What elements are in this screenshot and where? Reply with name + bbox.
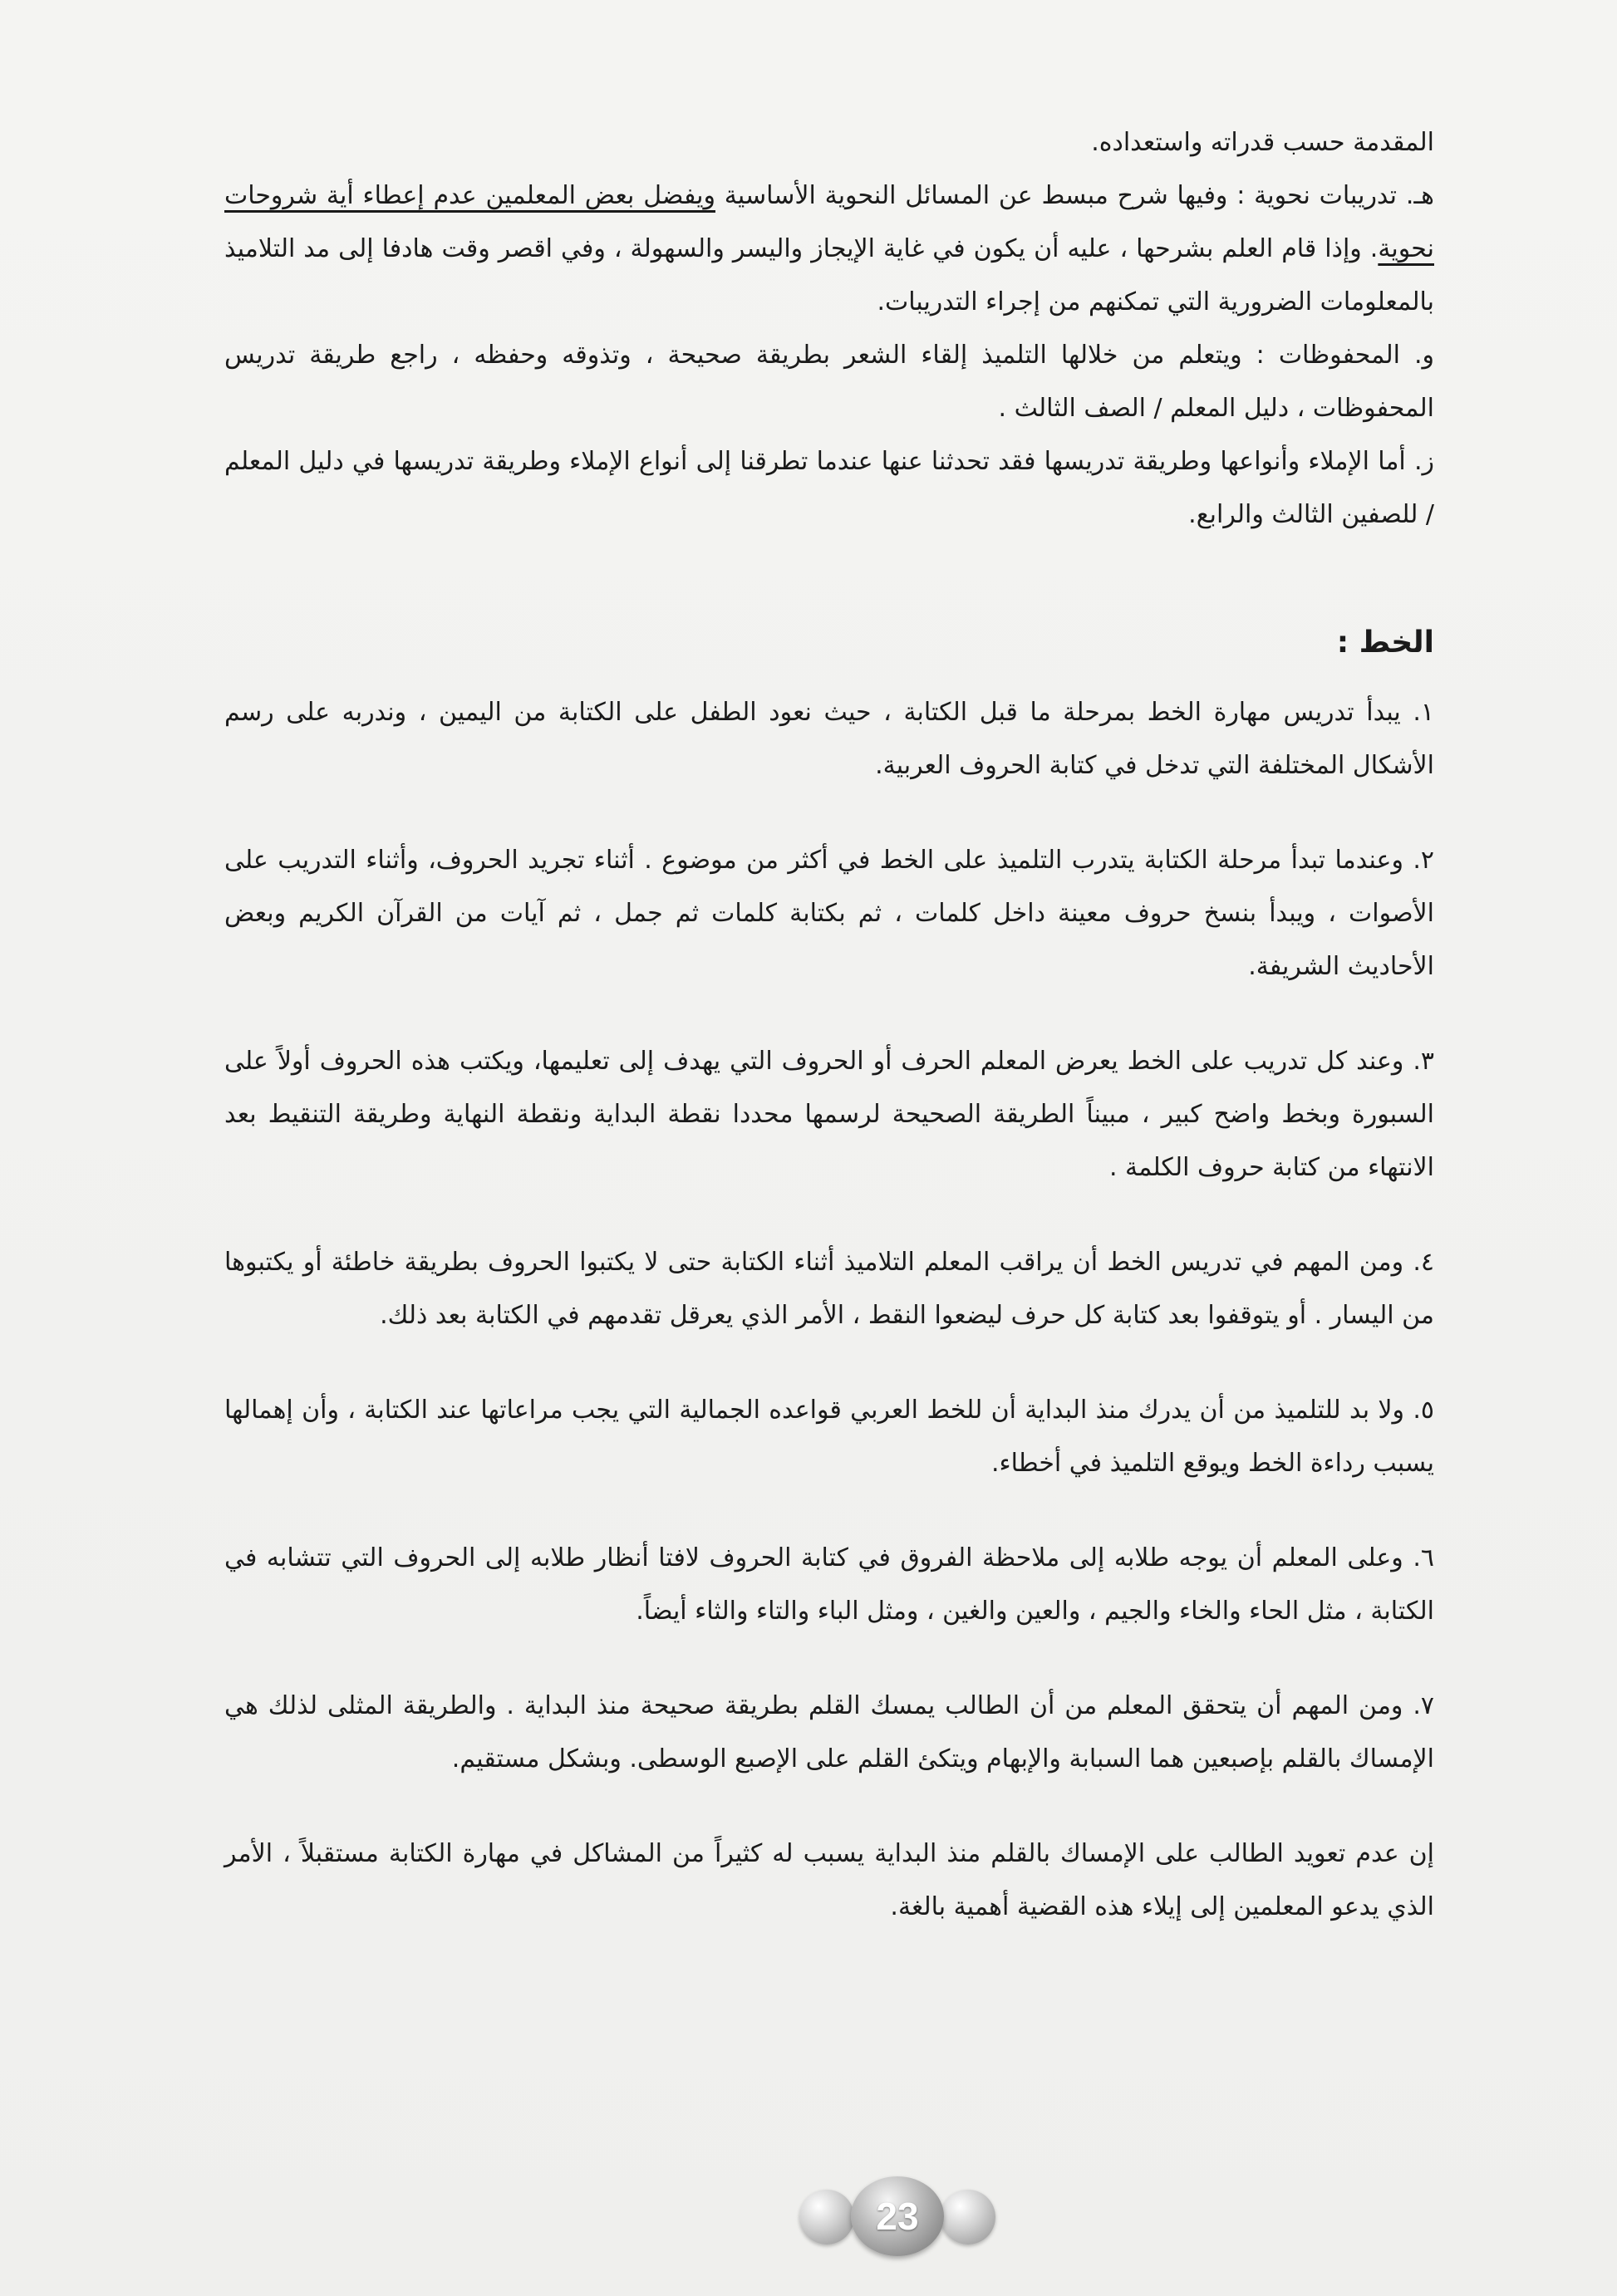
badge-right-sphere <box>941 2190 995 2244</box>
list-item: ٢. وعندما تبدأ مرحلة الكتابة يتدرب التلميذ على الخط في أكثر من موضوع . أثناء تجريد الحروف، وأثناء التدريب على الأصوات ، ويبدأ بنسخ حروف معينة داخل كلمات ، ثم بكتابة كلمات ثم جمل ، ثم آيات من القرآن الكريم وبعض الأحاديث الشريفة. <box>224 846 1434 981</box>
paragraph-intro-tail: المقدمة حسب قدراته واستعداده. <box>1091 128 1434 157</box>
paragraph-h <box>224 169 1434 329</box>
closing-paragraph: إن عدم تعويد الطالب على الإمساك بالقلم منذ البداية يسبب له كثيراً من المشاكل في مهارة الكتابة مستقبلاً ، الأمر الذي يدعو المعلمين إلى إيلاء هذه القضية أهمية بالغة. <box>224 1839 1434 1921</box>
body-text <box>224 116 1434 1934</box>
paragraph-h-start: هـ. تدريبات نحوية : وفيها شرح مبسط عن المسائل النحوية الأساسية <box>715 181 1435 210</box>
paragraph-z: ز. أما الإملاء وأنواعها وطريقة تدريسها فقد تحدثنا عنها عندما تطرقنا إلى أنواع الإملاء وطريقة تدريسها في دليل المعلم / للصفين الثالث والرابع. <box>224 447 1434 529</box>
list-item: ٥. ولا بد للتلميذ من أن يدرك منذ البداية أن للخط العربي قواعده الجمالية التي يجب مراعاتها عند الكتابة ، وأن إهمالها يسبب رداءة الخط ويوقع التلميذ في أخطاء. <box>224 1396 1434 1478</box>
paragraph-h-end: . وإذا قام العلم بشرحها ، عليه أن يكون في غاية الإيجاز واليسر والسهولة ، وفي اقصر وقت هادفا إلى مد التلاميذ بالمعلومات الضرورية التي تمكنهم من إجراء التدريبات. <box>224 234 1434 316</box>
list-item: ٤. ومن المهم في تدريس الخط أن يراقب المعلم التلاميذ أثناء الكتابة حتى لا يكتبوا الحروف بطريقة خاطئة أو يكتبوها من اليسار . أو يتوقفوا بعد كتابة كل حرف ليضعوا النقط ، الأمر الذي يعرقل تقدمهم في الكتابة بعد ذلك. <box>224 1248 1434 1330</box>
paragraph-h-underlined: ويفضل بعض المعلمين عدم إعطاء أية شروحات نحوية <box>224 181 1434 263</box>
list-item: ٣. وعند كل تدريب على الخط يعرض المعلم الحرف أو الحروف التي يهدف إلى تعليمها، ويكتب هذه الحروف أولاً على السبورة وبخط واضح كبير ، مبيناً الطريقة الصحيحة لرسمها محددا نقطة البداية ونقطة النهاية وطريقة التنقيط بعد الانتهاء من كتابة حروف الكلمة . <box>224 1047 1434 1182</box>
section-title: الخط : <box>1336 626 1434 660</box>
list-item: ١. يبدأ تدريس مهارة الخط بمرحلة ما قبل الكتابة ، حيث نعود الطفل على الكتابة من اليمين ، وندربه على رسم الأشكال المختلفة التي تدخل في كتابة الحروف العربية. <box>224 698 1434 780</box>
badge-left-sphere <box>799 2190 854 2244</box>
list-item: ٧. ومن المهم أن يتحقق المعلم من أن الطالب يمسك القلم بطريقة صحيحة منذ البداية . والطريقة المثلى لذلك هي الإمساك بالقلم بإصبعين هما السبابة والإبهام ويتكئ القلم على الإصبع الوسطى. وبشكل مستقيم. <box>224 1691 1434 1774</box>
page-number-badge <box>798 2171 997 2263</box>
paragraph-w: و. المحفوظات : ويتعلم من خلالها التلميذ إلقاء الشعر بطريقة صحيحة ، وتذوقه وحفظه ، راجع طريقة تدريس المحفوظات ، دليل المعلم / الصف الثالث . <box>224 341 1434 423</box>
list-item: ٦. وعلى المعلم أن يوجه طلابه إلى ملاحظة الفروق في كتابة الحروف لافتا أنظار طلابه إلى الحروف التي تتشابه في الكتابة ، مثل الحاء والخاء والجيم ، والعين والغين ، ومثل الباء والتاء والثاء أيضاً. <box>224 1543 1434 1626</box>
page-number: 23 <box>851 2176 944 2256</box>
